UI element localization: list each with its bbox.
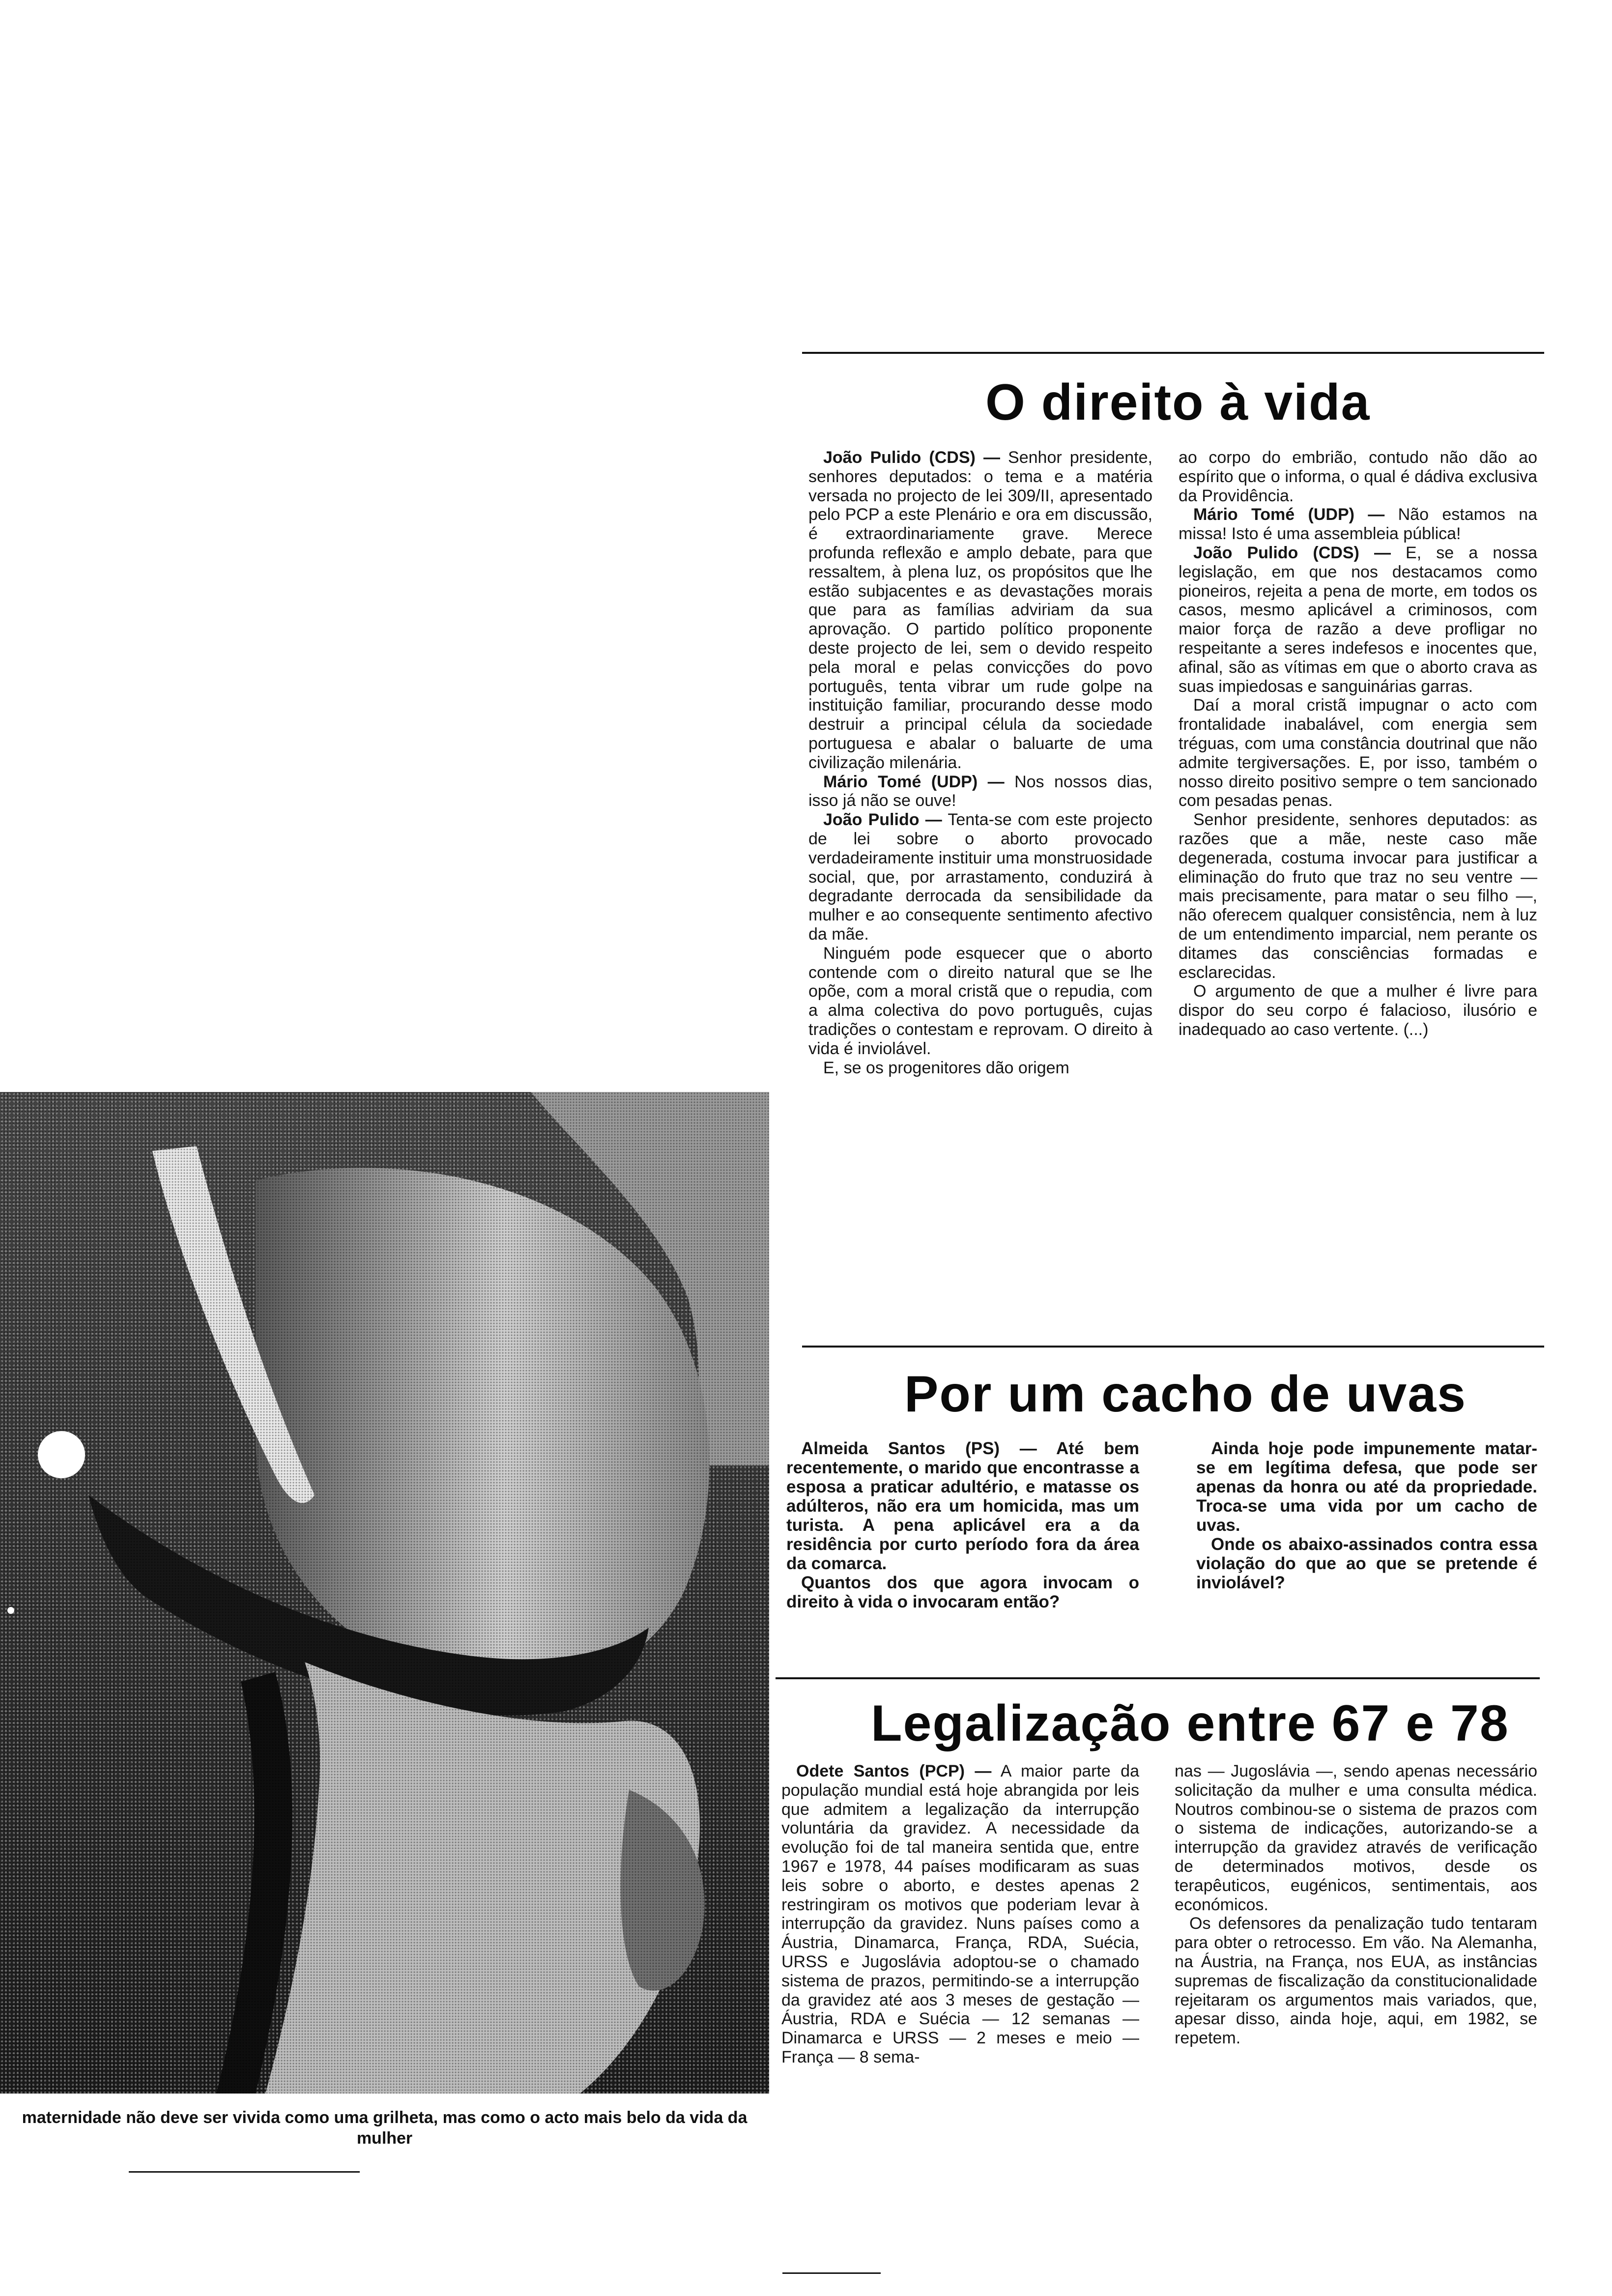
paragraph: [1175, 1914, 1537, 2048]
speaker-name: Mário Tomé (UDP) —: [823, 772, 1005, 791]
article-1-column-1: [808, 448, 1152, 1077]
paragraph: [1179, 505, 1537, 544]
paragraph-text: Ainda hoje pode impunemente matar-se em legítima defesa, que pode ser apenas da honra ou até da propriedade. Troca-se uma vida por um cacho de uvas.: [1196, 1439, 1537, 1535]
paragraph: [808, 448, 1152, 773]
paragraph: [786, 1439, 1139, 1573]
paragraph-text: Tenta-se com este projecto de lei sobre o aborto provocado verdadeiramente instituir uma monstruosidade social, que, por arrastamento, conduzirá à degradante derrocada da sensibilidade da mulher e ao consequente sentimento afectivo da mãe.: [808, 810, 1153, 944]
paragraph-text: Daí a moral cristã impugnar o acto com frontalidade inabalável, com energia sem tréguas, com uma constância doutrinal que não admite tergiversações. E, por isso, também o nosso direito positivo sempre o tem sancionado com pesadas penas.: [1179, 696, 1537, 810]
headline-cacho-de-uvas: Por um cacho de uvas: [904, 1366, 1467, 1423]
photo-caption: maternidade não deve ser vivida como uma grilheta, mas como o acto mais belo da vida da mulher: [22, 2108, 748, 2148]
paragraph: [808, 810, 1152, 944]
article-1-column-2: [1179, 448, 1537, 1039]
speaker-name: Mário Tomé (UDP) —: [1193, 505, 1385, 524]
headline-legalizacao: Legalização entre 67 e 78: [871, 1695, 1509, 1752]
paragraph: [1179, 810, 1537, 982]
paragraph: [1196, 1535, 1537, 1592]
paragraph-text: Senhor presidente, senhores deputados: o tema e a matéria versada no projecto de lei 309/II, apresentado pelo PCP a este Plenário e ora em discussão, é extraordinariamente grave. Merece profunda reflexão e amplo debate, para que ressaltem, à plena luz, os propósitos que lhe estão subjacentes e as devastações morais que para as famílias adviriam da sua aprovação. O partido político proponente deste projecto de lei, sem o devido respeito pela moral e pelas convicções do povo português, tenta vibrar um rude golpe na instituição familiar, procurando desse modo destruir a principal célula da sociedade portuguesa e abalar o baluarte de uma civilização milenária.: [808, 448, 1152, 772]
paragraph: [1196, 1439, 1537, 1535]
speaker-name: Almeida Santos (PS) —: [801, 1439, 1037, 1458]
paragraph-text: Ninguém pode esquecer que o aborto contende com o direito natural que se lhe opõe, com a moral cristã que o repudia, com a alma colectiva do povo português, cujas tradições o contestam e reprovam. O direito à vida é inviolável.: [808, 944, 1152, 1058]
article-2-column-1: [786, 1439, 1139, 1611]
paragraph-text: E, se a nossa legislação, em que nos destacamos como pioneiros, rejeita a pena de morte, em todos os casos, mesmo aplicável a criminosos, com maior força de razão a deve profligar no respeitante a seres indefesos e inocentes que, afinal, são as vítimas em que o aborto crava as suas impiedosas e sanguinárias garras.: [1179, 543, 1537, 696]
divider-rule-2: [776, 1677, 1540, 1679]
paragraph: [808, 944, 1152, 1059]
paragraph: [1179, 544, 1537, 696]
paragraph-text: Nos nossos dias, isso já não se ouve!: [808, 772, 1152, 810]
speaker-name: Odete Santos (PCP) —: [796, 1762, 992, 1780]
paragraph: [808, 1059, 1152, 1078]
paragraph-text: Os defensores da penalização tudo tentaram para obter o retrocesso. Em vão. Na Alemanha, na Áustria, na França, nos EUA, as instâncias supremas de fiscalização da constitucionalidade rejeitaram os argumentos mais variados, que, apesar disso, ainda hoje, aqui, em 1982, se repetem.: [1175, 1914, 1537, 2048]
paragraph: [1179, 982, 1537, 1039]
paragraph-text: Senhor presidente, senhores deputados: as razões que a mãe, neste caso mãe degenerada, costuma invocar para justificar a eliminação do fruto que traz no seu ventre — mais precisamente, para matar o seu filho —, não oferecem qualquer consistência, nem à luz de um entendimento imparcial, nem perante os ditames das consciências formadas e esclarecidas.: [1179, 810, 1537, 982]
paragraph-text: Quantos dos que agora invocam o direito à vida o invocaram então?: [786, 1573, 1139, 1611]
paragraph: [1179, 696, 1537, 810]
paragraph-text: Até bem recentemente, o marido que encontrasse a esposa a praticar adultério, e matasse os adúlteros, não era um homicida, mas um turista. A pena aplicável era a da residência por curto período fora da área da comarca.: [786, 1439, 1139, 1573]
divider-rule-1: [802, 1346, 1544, 1348]
paragraph-text: ao corpo do embrião, contudo não dão ao espírito que o informa, o qual é dádiva exclusiva da Providência.: [1179, 448, 1537, 505]
paragraph: [781, 1762, 1139, 2067]
paragraph-text: nas — Jugoslávia —, sendo apenas necessário solicitação da mulher e uma consulta médica. Noutros combinou-se o sistema de prazos com o sistema de indicações, autorizando-se a interrupção da gravidez através de verificação de determinados motivos, desde os terapêuticos, eugénicos, sentimentais, aos económicos.: [1175, 1762, 1537, 1914]
article-3-column-1: [781, 1762, 1139, 2067]
bottom-rule-right: [782, 2272, 881, 2274]
pregnant-woman-photo: [0, 1092, 769, 2094]
paragraph-text: O argumento de que a mulher é livre para dispor do seu corpo é falacioso, ilusório e inadequado ao caso vertente. (...): [1179, 982, 1537, 1039]
speaker-name: João Pulido —: [823, 810, 942, 830]
paragraph: [786, 1573, 1139, 1611]
caption-rule: [129, 2171, 360, 2173]
speaker-name: João Pulido (CDS) —: [823, 448, 1000, 467]
paragraph: [808, 773, 1152, 811]
paragraph: [1179, 448, 1537, 505]
headline-direito-a-vida: O direito à vida: [985, 374, 1371, 431]
article-2-column-2: [1196, 1439, 1537, 1592]
paragraph-text: A maior parte da população mundial está hoje abrangida por leis que admitem a legalização da interrupção voluntária da gravidez. A necessidade da evolução foi de tal maneira sentida que, entre 1967 e 1978, 44 países modificaram as suas leis sobre o aborto, e destes apenas 2 restringiram os motivos que poderiam levar à interrupção da gravidez. Nuns países como a Áustria, Dinamarca, França, RDA, Suécia, URSS e Jugoslávia adoptou-se o chamado sistema de prazos, permitindo-se a interrupção da gravidez até aos 3 meses de gestação — Áustria, RDA e Suécia — 12 semanas — Dinamarca e URSS — 2 meses e meio — França — 8 sema-: [781, 1762, 1139, 2066]
halftone-photo-graphic: [0, 1092, 769, 2094]
speaker-name: João Pulido (CDS) —: [1193, 543, 1391, 562]
paragraph-text: Onde os abaixo-assinados contra essa violação do que ao que se pretende é inviolável?: [1196, 1535, 1537, 1592]
paragraph-text: E, se os progenitores dão origem: [823, 1058, 1069, 1077]
paragraph: [1175, 1762, 1537, 1914]
paragraph-text: Não estamos na missa! Isto é uma assembleia pública!: [1179, 505, 1537, 544]
article-3-column-2: [1175, 1762, 1537, 2048]
top-rule: [802, 352, 1544, 354]
